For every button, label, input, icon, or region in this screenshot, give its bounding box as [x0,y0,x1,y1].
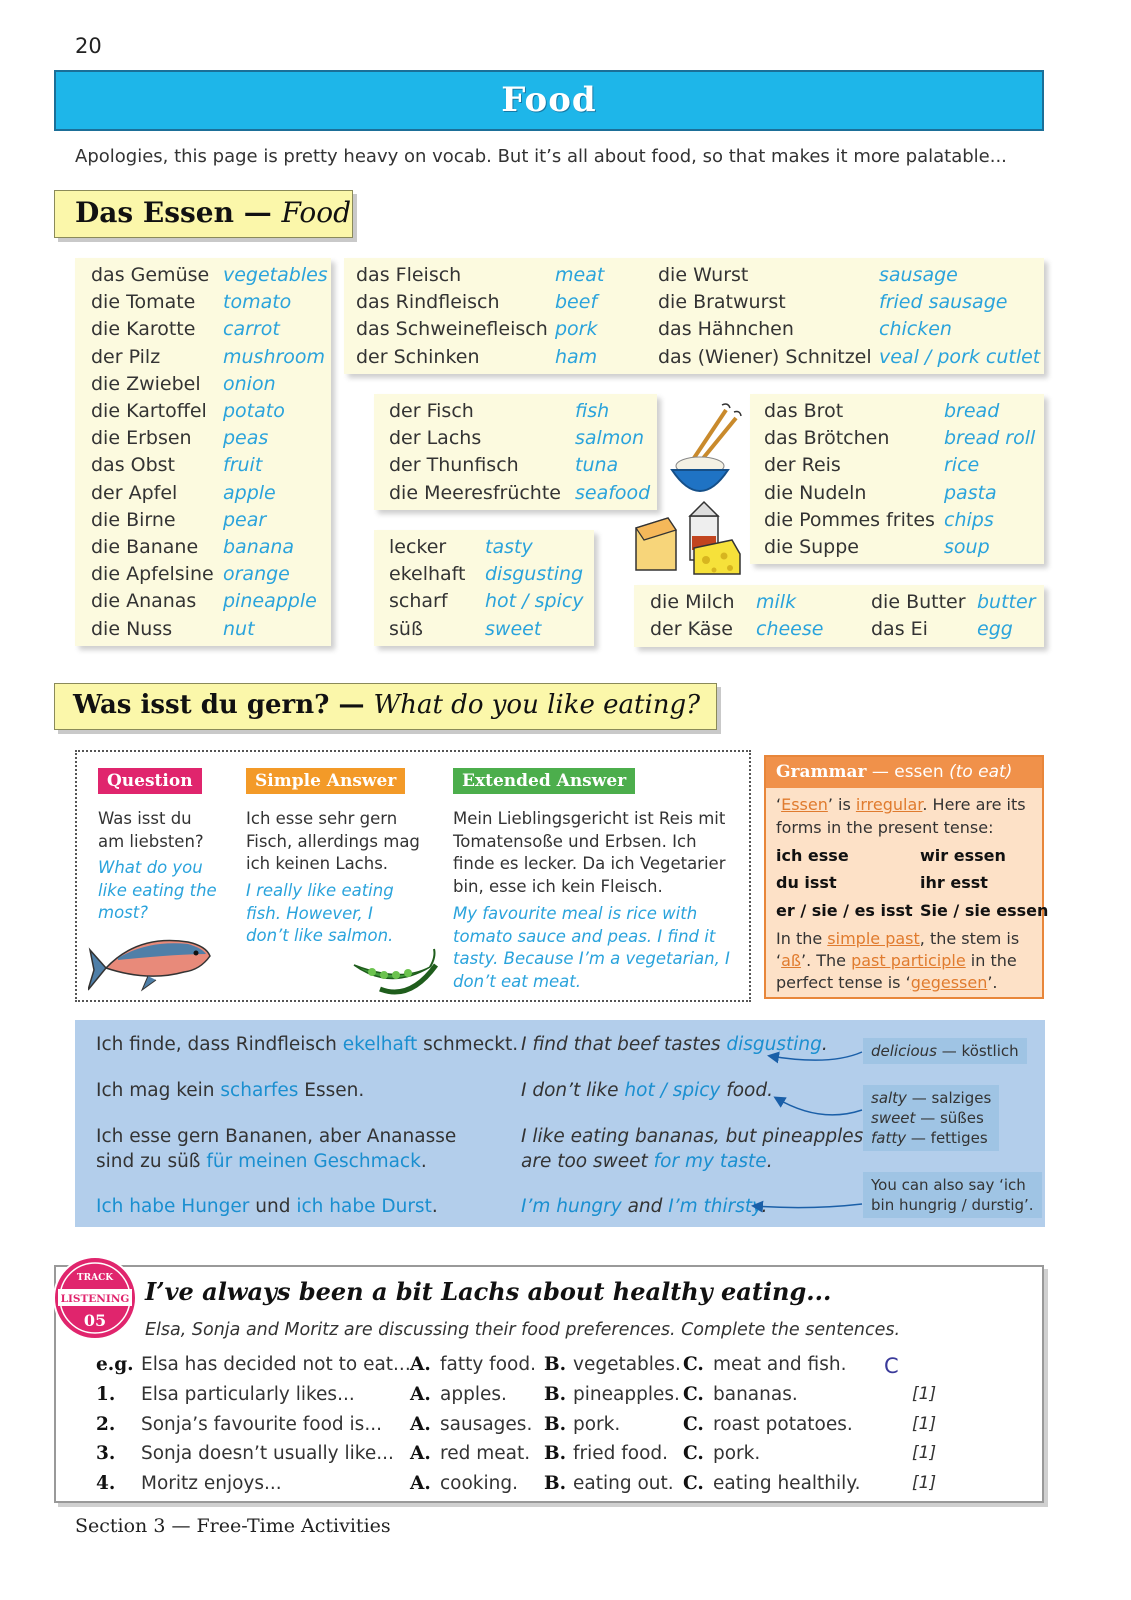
vocab-english: salmon [575,427,644,450]
vocab-german: die Zwiebel [91,372,201,395]
option-a: sausages. [440,1413,533,1435]
vocab-english: pasta [944,481,997,504]
grammar-box [764,755,1049,999]
vocab-english: ham [555,345,598,368]
option-a-letter [410,1443,431,1464]
simple-answer-tag: Simple Answer [246,768,405,794]
question-stem: Moritz enjoys... [141,1473,282,1495]
grammar-past-2: ‘aß’. The past participle in the [776,951,1017,970]
listening-subtitle: Elsa, Sonja and Moritz are discussing their food preferences. Complete the sentences. [145,1320,901,1340]
option-a: fatty food. [440,1354,536,1375]
heading-en: What do you like eating? [373,690,701,720]
option-b: pineapples. [573,1383,680,1405]
vocab-english: pork [555,318,598,341]
sentence-1-de: Ich finde, dass Rindfleisch ekelhaft schmeckt. [96,1034,519,1055]
question-mark: [1] [912,1383,937,1404]
vocab-english: pear [223,508,267,531]
question-number [96,1384,115,1405]
option-c-letter-text: C. [683,1443,704,1465]
intro-text: Apologies, this page is pretty heavy on vocab. But it’s all about food, so that makes it more palatable... [75,146,1007,167]
option-c-letter [683,1473,704,1494]
vocab-english: nut [223,617,255,640]
page-title: Food [501,80,597,120]
option-c-letter-text: C. [683,1383,704,1405]
option-c-letter-text: C. [683,1413,704,1435]
vocab-german: die Wurst [658,264,749,286]
option-b-letter-text: B. [544,1473,567,1495]
option-c-letter [683,1443,704,1464]
question-mark: [1] [912,1413,937,1434]
vocab-german: scharf [389,590,448,613]
vocab-english: seafood [575,481,651,504]
question-number-text: 3. [96,1443,116,1465]
vocab-german: das (Wiener) Schnitzel [658,345,872,368]
question-stem: Elsa particularly likes... [141,1383,355,1405]
option-a-letter [410,1384,431,1405]
option-a-letter [410,1473,431,1494]
option-b: eating out. [573,1473,674,1495]
vocab-english: soup [944,536,990,558]
option-a: cooking. [440,1473,519,1495]
option-b-letter [544,1384,566,1405]
option-b-letter [544,1443,566,1464]
option-c: meat and fish. [713,1354,847,1375]
vocab-german: die Butter [871,591,966,613]
question-stem: Sonja’s favourite food is... [141,1413,382,1435]
question-number [96,1473,115,1494]
sentence-1-en: I find that beef tastes disgusting. [521,1034,828,1055]
question-number-text: 2. [96,1413,116,1435]
vocab-english: apple [223,481,276,504]
form-du: du isst [776,873,837,892]
vocab-german: der Schinken [356,345,480,368]
vocab-german: der Thunfisch [389,454,519,477]
vocab-english: egg [977,618,1013,641]
vocab-german: die Karotte [91,318,196,341]
extended-answer-en: My favourite meal is rice with tomato sauce and peas. I find it tasty. Because I’m a vegetarian, I don’t eat meat. [453,904,730,991]
note-hungrig-durstig: You can also say ‘ich bin hungrig / durstig’. [863,1172,1042,1218]
extended-answer-tag: Extended Answer [453,768,635,794]
heading-dash: — [329,690,374,720]
option-c-letter-text: C. [683,1473,704,1495]
option-c: bananas. [713,1383,798,1405]
vocab-german: der Lachs [389,427,482,450]
heading-dash: — [233,196,282,229]
page-number: 20 [75,34,102,58]
title-bar [54,70,1044,131]
simple-answer-de: Ich esse sehr gern Fisch, allerdings mag ich keinen Lachs. [246,809,420,873]
option-b-letter-text: B. [544,1383,567,1405]
vocab-english: cheese [756,618,824,641]
question-mark: [1] [912,1443,937,1464]
vocab-german: die Kartoffel [91,400,207,422]
vocab-german: das Ei [871,618,928,641]
question-number-text: 4. [96,1473,116,1495]
extended-answer-de: Mein Lieblingsgericht ist Reis mit Tomatensoße und Erbsen. Ich finde es lecker. Da ich Vegetarier bin, esse ich kein Fleisch. [453,809,726,896]
vocab-english: potato [223,400,285,422]
vocab-german: das Rindfleisch [356,291,500,314]
question-en: What do you like eating the most? [98,858,217,922]
option-a-letter-text: A. [410,1383,431,1405]
question-de: Was isst du am liebsten? [98,809,204,851]
question-number [96,1354,134,1375]
question-tag: Question [98,768,202,794]
vocab-german: die Erbsen [91,427,192,450]
grammar-header: Grammar — essen (to eat) [766,757,1042,788]
vocab-german: die Nuss [91,617,173,640]
rice-bowl-chopsticks-icon [664,400,744,500]
vocab-english: rice [944,454,980,477]
question-number [96,1414,115,1435]
vocab-german: die Birne [91,508,176,531]
option-b: fried food. [573,1443,669,1465]
vocab-english: bread [944,400,1000,422]
salmon-icon [88,920,218,1000]
option-b-letter [544,1414,566,1435]
vocab-english: pineapple [223,590,317,613]
option-a-letter-text: A. [410,1473,431,1495]
sentence-2-en: I don’t like hot / spicy food. [521,1080,773,1101]
vocab-english: beef [555,291,598,314]
option-b-letter-text: B. [544,1413,567,1435]
badge-track: TRACK [76,1273,114,1283]
heading-de: Was isst du gern? [73,690,330,720]
option-c-letter [683,1354,704,1375]
option-c: pork. [713,1443,761,1465]
badge-number: 05 [83,1311,107,1330]
vocab-english: veal / pork cutlet [879,345,1041,368]
vocab-german: der Reis [764,454,841,477]
section-heading-das-essen [54,190,353,238]
form-sie: Sie / sie essen [920,901,1049,920]
section-heading-was-isst-du-gern [54,683,717,730]
vocab-english: hot / spicy [485,590,584,613]
vocab-german: der Käse [650,618,733,641]
badge-listening: LISTENING [60,1293,130,1305]
pea-pod-icon [350,945,440,1000]
vocab-german: der Apfel [91,481,178,504]
option-b: vegetables. [573,1354,681,1375]
vocab-english: onion [223,372,276,395]
option-b-letter-text: B. [544,1354,567,1375]
option-b-letter [544,1354,566,1375]
vocab-german: die Ananas [91,590,197,613]
vocab-german: die Milch [650,591,735,613]
grammar-label: Grammar [776,762,867,782]
option-b-letter-text: B. [544,1443,567,1465]
vocab-english: vegetables [223,264,328,286]
vocab-english: sweet [485,617,542,640]
note-delicious: delicious — köstlich [863,1038,1027,1064]
vocab-german: süß [389,617,423,640]
vocab-english: fruit [223,454,263,477]
option-c-letter [683,1384,704,1405]
vocab-german: das Obst [91,454,176,477]
vocab-german: lecker [389,536,447,558]
vocab-english: carrot [223,318,280,341]
option-c-letter [683,1414,704,1435]
sentence-3-de: Ich esse gern Bananen, aber Ananasse sind zu süß für meinen Geschmack. [96,1126,457,1172]
vocab-german: das Schweinefleisch [356,318,548,341]
vocab-german: ekelhaft [389,563,466,586]
question-stem: Sonja doesn’t usually like... [141,1443,394,1465]
vocab-english: milk [756,591,797,613]
question-number-text: e.g. [96,1354,134,1375]
sentence-2-de: Ich mag kein scharfes Essen. [96,1080,365,1101]
grammar-line-1: ‘Essen’ is irregular. Here are its [776,795,1026,814]
vocab-english: chips [944,508,994,531]
option-b-letter [544,1473,566,1494]
vocab-english: fried sausage [879,291,1008,314]
vocab-english: mushroom [223,345,326,368]
vocab-english: chicken [879,318,952,341]
listening-track-badge-icon [52,1255,138,1341]
option-a-letter [410,1414,431,1435]
sentence-3-en: I like eating bananas, but pineapples are too sweet for my taste. [521,1126,864,1172]
option-a-letter-text: A. [410,1443,431,1465]
vocab-english: fish [575,400,610,422]
footer-section-label: Section 3 — Free-Time Activities [75,1515,391,1537]
form-er: er / sie / es isst [776,901,913,920]
grammar-past-3: perfect tense is ‘gegessen’. [776,973,998,992]
vocab-german: die Tomate [91,291,196,314]
vocab-english: banana [223,536,295,558]
vocab-german: das Fleisch [356,264,462,286]
vocab-english: tasty [485,536,533,558]
option-a: red meat. [440,1443,531,1465]
vocab-german: die Nudeln [764,481,867,504]
option-a-letter-text: A. [410,1413,431,1435]
option-a-letter [410,1354,431,1375]
option-c: roast potatoes. [713,1413,853,1435]
vocab-german: die Suppe [764,536,859,558]
vocab-german: der Fisch [389,400,474,422]
sentence-4-en: I’m hungry and I’m thirsty. [521,1196,768,1217]
question-number-text: 1. [96,1383,116,1405]
grammar-line-2: forms in the present tense: [776,818,994,837]
form-ich: ich esse [776,846,849,865]
listening-title: I’ve always been a bit Lachs about healthy eating... [145,1277,832,1306]
vocab-english: disgusting [485,563,584,586]
note-arrows [740,1040,870,1220]
vocab-german: das Gemüse [91,264,210,286]
cheese-milk-icon [632,500,747,580]
form-ihr: ihr esst [920,873,988,892]
example-answer: C [884,1354,899,1378]
vocab-german: das Brot [764,400,844,422]
question-stem: Elsa has decided not to eat... [141,1354,411,1375]
option-a-letter-text: A. [410,1354,431,1375]
vocab-english: butter [977,591,1036,613]
vocab-german: die Pommes frites [764,508,935,531]
vocab-german: der Pilz [91,345,161,368]
vocab-german: das Brötchen [764,427,890,450]
vocab-english: orange [223,563,290,586]
option-c-letter-text: C. [683,1354,704,1375]
vocab-box-vegetables [75,258,331,646]
vocab-german: die Bratwurst [658,291,786,314]
note-salty-sweet-fatty: salty — salziges sweet — süßes fatty — fettiges [863,1085,999,1151]
question-mark: [1] [912,1473,937,1494]
vocab-english: peas [223,427,269,450]
option-c: eating healthily. [713,1473,861,1495]
vocab-english: tuna [575,454,619,477]
sentence-4-de: Ich habe Hunger und ich habe Durst. [96,1196,438,1217]
vocab-german: das Hähnchen [658,318,794,341]
vocab-german: die Apfelsine [91,563,214,586]
vocab-german: die Meeresfrüchte [389,481,561,504]
question-number [96,1443,115,1464]
vocab-english: meat [555,264,605,286]
vocab-german: die Banane [91,536,199,558]
form-wir: wir essen [920,846,1006,865]
simple-answer-en: I really like eating fish. However, I don’t like salmon. [246,881,394,945]
vocab-english: tomato [223,291,292,314]
heading-de: Das Essen [75,196,234,229]
heading-en: Food [281,196,352,229]
vocab-english: bread roll [944,427,1036,450]
option-b: pork. [573,1413,621,1435]
option-a: apples. [440,1383,507,1405]
grammar-past-1: In the simple past, the stem is [776,929,1020,948]
vocab-english: sausage [879,264,958,286]
